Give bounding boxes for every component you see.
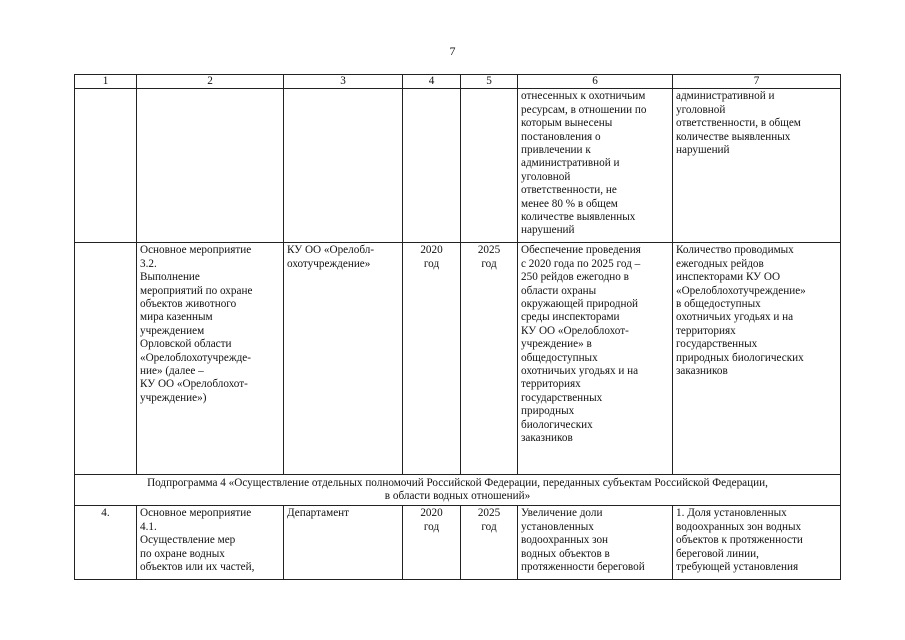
column-number: 7	[673, 75, 841, 89]
table-row	[75, 506, 841, 580]
start-year-cell: 2020 год	[403, 506, 461, 580]
indicator-cell: 1. Доля установленных водоохранных зон водных объектов к протяженности береговой линии, требующей установления	[673, 506, 841, 580]
expected-result-cell: отнесенных к охотничьим ресурсам, в отношении по которым вынесены постановления о привлечении к административной и уголовной ответственности, не менее 80 % в общем количестве выявленных нарушений	[518, 89, 673, 243]
start-year-cell: 2020 год	[403, 243, 461, 475]
page-number: 7	[449, 44, 456, 58]
end-year-cell: 2025 год	[461, 506, 518, 580]
subprogram-row	[75, 475, 841, 506]
table-row	[75, 243, 841, 475]
indicator-cell: Количество проводимых ежегодных рейдов инспекторами КУ ОО «Орелоблохотучреждение» в общедоступных охотничьих угодьях и на территориях государственных природных биологических заказников	[673, 243, 841, 475]
executor-cell: Департамент	[284, 506, 403, 580]
executor-cell: КУ ОО «Орелобл- охотучреждение»	[284, 243, 403, 475]
end-year-cell	[461, 89, 518, 243]
expected-result-cell: Обеспечение проведения с 2020 года по 2025 год – 250 рейдов ежегодно в области охраны окружающей природной среды инспекторами КУ ОО «Орелоблохот- учреждение» в общедоступных охотничьих угодьях и на территориях государственных природных биологических заказников	[518, 243, 673, 475]
column-number: 3	[284, 75, 403, 89]
column-number: 1	[75, 75, 137, 89]
row-number-cell	[75, 243, 137, 475]
measure-cell: Основное мероприятие 3.2. Выполнение мероприятий по охране объектов животного мира казенным учреждением Орловской области «Орелоблохотучрежде- ние» (далее – КУ ОО «Орелоблохот- учреждение»)	[137, 243, 284, 475]
column-number: 2	[137, 75, 284, 89]
expected-result-cell: Увеличение доли установленных водоохранных зон водных объектов в протяженности береговой	[518, 506, 673, 580]
measures-table	[74, 74, 841, 580]
row-number-cell: 4.	[75, 506, 137, 580]
subprogram-title: Подпрограмма 4 «Осуществление отдельных полномочий Российской Федерации, переданных субъектам Российской Федерации, в области водных отношений»	[75, 475, 841, 506]
measure-cell: Основное мероприятие 4.1. Осуществление мер по охране водных объектов или их частей,	[137, 506, 284, 580]
end-year-cell: 2025 год	[461, 243, 518, 475]
measure-cell	[137, 89, 284, 243]
column-number: 4	[403, 75, 461, 89]
row-number-cell	[75, 89, 137, 243]
column-number-row	[75, 75, 841, 89]
table-row	[75, 89, 841, 243]
column-number: 6	[518, 75, 673, 89]
column-number: 5	[461, 75, 518, 89]
start-year-cell	[403, 89, 461, 243]
executor-cell	[284, 89, 403, 243]
indicator-cell: административной и уголовной ответственности, в общем количестве выявленных нарушений	[673, 89, 841, 243]
